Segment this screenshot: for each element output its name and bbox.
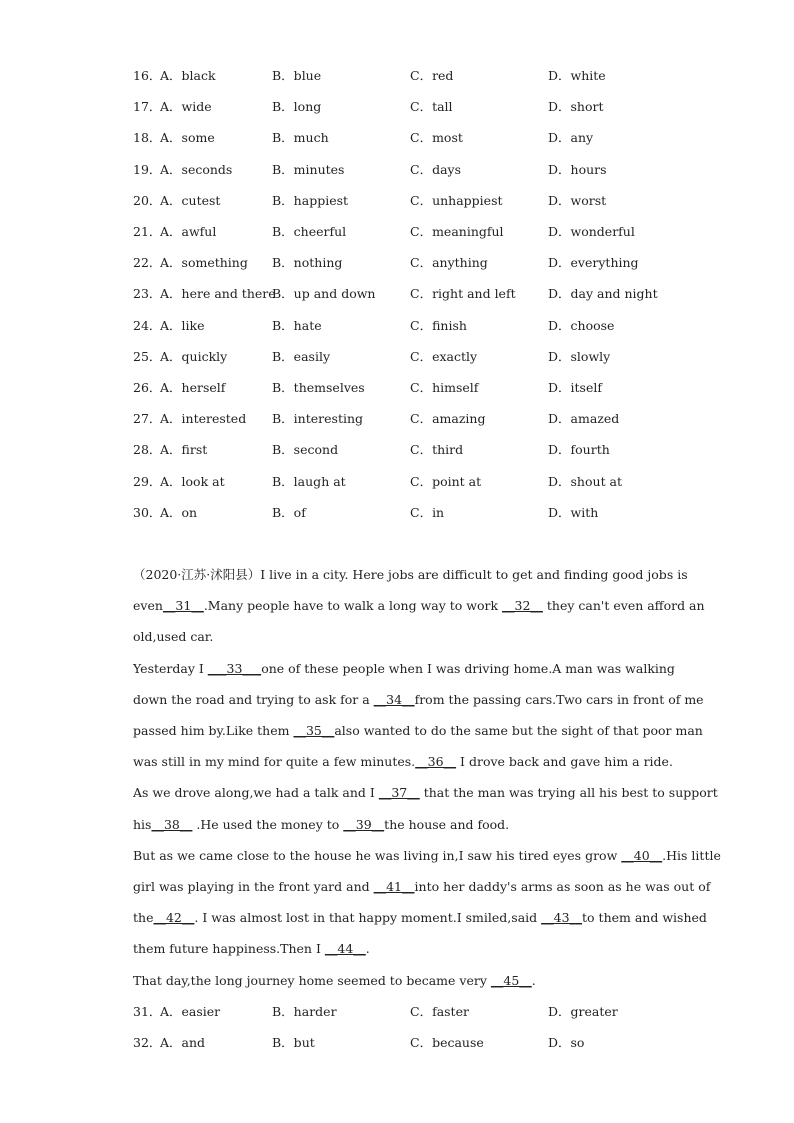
question-number: 27．	[133, 411, 162, 427]
answer-blank: __43__	[541, 910, 583, 926]
passage-text: the house and food.	[384, 816, 510, 832]
option-c: C．tall	[410, 99, 453, 115]
passage-text: them future happiness.Then I	[133, 941, 325, 957]
option-d: D．amazed	[548, 411, 620, 427]
passage-line	[133, 971, 536, 991]
question-number: 20．	[133, 192, 162, 208]
question-number: 17．	[133, 99, 162, 115]
passage-text: was still in my mind for quite a few minutes.	[133, 754, 416, 770]
option-b: B．themselves	[272, 380, 365, 395]
question-number: 22．	[133, 255, 162, 271]
option-d: D．any	[548, 130, 594, 146]
question-number: 21．	[133, 224, 162, 239]
answer-blank: __42__	[153, 910, 195, 926]
option-a: A．like	[160, 317, 205, 333]
passage-text: from the passing cars.Two cars in front of me	[414, 691, 704, 707]
option-c: C．point at	[410, 473, 482, 489]
option-a: A．first	[160, 442, 208, 458]
option-d: D．shout at	[548, 473, 623, 489]
passage-text: I drove back and gave him a ride.	[456, 754, 673, 770]
passage-text: into her daddy's arms as soon as he was out of	[414, 879, 711, 894]
option-b: B．hate	[272, 317, 322, 333]
option-d: D．day and night	[548, 286, 658, 302]
answer-blank: __39__	[343, 816, 385, 832]
option-c: C．red	[410, 68, 454, 83]
option-a: A．easier	[160, 1004, 221, 1019]
option-d: D．worst	[548, 192, 607, 208]
option-d: D．choose	[548, 317, 615, 333]
option-a: A．seconds	[160, 161, 233, 177]
option-a: A．cutest	[160, 192, 221, 208]
passage-text: to them and wished	[582, 910, 707, 926]
option-a: A．on	[160, 504, 198, 520]
option-b: B．up and down	[272, 286, 376, 302]
passage-line	[133, 596, 705, 616]
passage-line	[133, 690, 704, 710]
option-c: C．in	[410, 504, 445, 520]
option-c: C．himself	[410, 380, 479, 395]
passage-text: That day,the long journey home seemed to became very	[133, 972, 491, 988]
option-d: D．with	[548, 504, 599, 520]
option-c: C．anything	[410, 255, 488, 271]
option-d: D．wonderful	[548, 224, 635, 239]
question-number: 31．	[133, 1004, 162, 1019]
answer-blank: __36__	[415, 754, 457, 770]
passage-text: that the man was trying all his best to support	[419, 785, 718, 801]
question-number: 24．	[133, 317, 162, 333]
option-d: D．fourth	[548, 442, 610, 458]
option-a: A．something	[160, 255, 248, 271]
option-d: D．greater	[548, 1004, 618, 1019]
question-number: 19．	[133, 161, 162, 177]
passage-text: down the road and trying to ask for a	[133, 691, 374, 707]
passage-line	[133, 846, 721, 866]
option-a: A．quickly	[160, 348, 228, 364]
option-b: B．laugh at	[272, 473, 346, 489]
passage-text: passed him by.Like them	[133, 723, 294, 738]
passage-line	[133, 908, 707, 928]
option-b: B．nothing	[272, 255, 343, 271]
option-c: C．amazing	[410, 411, 486, 427]
option-b: B．of	[272, 504, 306, 520]
option-a: A．some	[160, 130, 215, 146]
option-d: D．short	[548, 99, 604, 115]
passage-text: As we drove along,we had a talk and I	[133, 785, 379, 801]
option-c: C．because	[410, 1035, 484, 1051]
passage-line	[133, 783, 718, 803]
answer-blank: __40__	[621, 847, 663, 863]
answer-blank: __37__	[378, 785, 420, 801]
question-number: 32．	[133, 1035, 162, 1051]
passage-line	[133, 752, 673, 772]
passage-text: girl was playing in the front yard and	[133, 879, 374, 894]
answer-blank: __32__	[502, 598, 543, 614]
question-number: 23．	[133, 286, 162, 302]
passage-text: .Many people have to walk a long way to work	[203, 598, 503, 614]
option-c: C．unhappiest	[410, 192, 503, 208]
option-c: C．days	[410, 161, 461, 177]
question-number: 29．	[133, 473, 162, 489]
option-b: B．but	[272, 1035, 315, 1051]
passage-text: one of these people when I was driving home.A man was walking	[261, 660, 675, 676]
option-c: C．finish	[410, 317, 467, 333]
answer-blank: __44__	[324, 941, 366, 957]
answer-blank: __31__	[162, 598, 204, 614]
passage-text: （2020·江苏·沭阳县）I live in a city. Here jobs are difficult to get and finding good jobs is	[133, 567, 688, 582]
option-d: D．itself	[548, 380, 602, 395]
passage-text: .	[531, 972, 536, 988]
option-b: B．minutes	[272, 161, 345, 177]
question-number: 28．	[133, 442, 162, 458]
question-number: 25．	[133, 348, 162, 364]
option-c: C．meaningful	[410, 224, 504, 239]
option-b: B．cheerful	[272, 224, 347, 239]
passage-text: .	[365, 941, 370, 957]
passage-text: But as we came close to the house he was living in,I saw his tired eyes grow	[133, 847, 622, 863]
option-a: A．look at	[160, 473, 225, 489]
option-a: A．interested	[160, 411, 247, 427]
passage-text: .He used the money to	[192, 816, 344, 832]
option-d: D．slowly	[548, 348, 611, 364]
option-c: C．exactly	[410, 348, 478, 364]
answer-blank: __35__	[293, 723, 335, 738]
option-b: B．harder	[272, 1004, 337, 1019]
passage-line	[133, 815, 509, 835]
option-d: D．everything	[548, 255, 639, 271]
passage-line	[133, 565, 688, 585]
passage-text: . I was almost lost in that happy moment.I smiled,said	[194, 910, 542, 926]
option-b: B．blue	[272, 68, 322, 83]
option-c: C．right and left	[410, 286, 516, 302]
answer-blank: __34__	[373, 691, 415, 707]
passage-line	[133, 721, 703, 741]
passage-line	[133, 877, 710, 897]
passage-text: also wanted to do the same but the sight of that poor man	[334, 723, 703, 738]
passage-text: .His little	[662, 847, 721, 863]
option-a: A．wide	[160, 99, 212, 115]
option-c: C．most	[410, 130, 463, 146]
option-d: D．white	[548, 68, 606, 83]
passage-text: his	[133, 816, 152, 832]
option-c: C．faster	[410, 1004, 469, 1019]
question-number: 16．	[133, 68, 162, 83]
passage-text: old,used car.	[133, 629, 214, 645]
passage-text: Yesterday I	[133, 660, 208, 676]
option-a: A．black	[160, 68, 216, 83]
question-number: 18．	[133, 130, 162, 146]
passage-line	[133, 627, 213, 647]
answer-blank: ___33___	[207, 660, 262, 676]
question-number: 30．	[133, 504, 162, 520]
passage-text: the	[133, 910, 154, 926]
question-number: 26．	[133, 380, 162, 395]
option-a: A．here and there	[160, 286, 276, 302]
passage-text: they can't even afford an	[542, 598, 705, 614]
option-b: B．second	[272, 442, 339, 458]
option-a: A．awful	[160, 224, 217, 239]
answer-blank: __38__	[151, 816, 193, 832]
option-b: B．long	[272, 99, 322, 115]
passage-line	[133, 659, 675, 679]
option-d: D．so	[548, 1035, 585, 1051]
option-d: D．hours	[548, 161, 607, 177]
passage-line	[133, 939, 370, 959]
answer-blank: __41__	[373, 879, 415, 894]
option-c: C．third	[410, 442, 464, 458]
option-b: B．happiest	[272, 192, 349, 208]
passage-text: even	[133, 598, 163, 614]
answer-blank: __45__	[490, 972, 532, 988]
option-a: A．and	[160, 1035, 206, 1051]
option-b: B．interesting	[272, 411, 364, 427]
option-b: B．easily	[272, 348, 331, 364]
option-a: A．herself	[160, 380, 226, 395]
option-b: B．much	[272, 130, 329, 146]
